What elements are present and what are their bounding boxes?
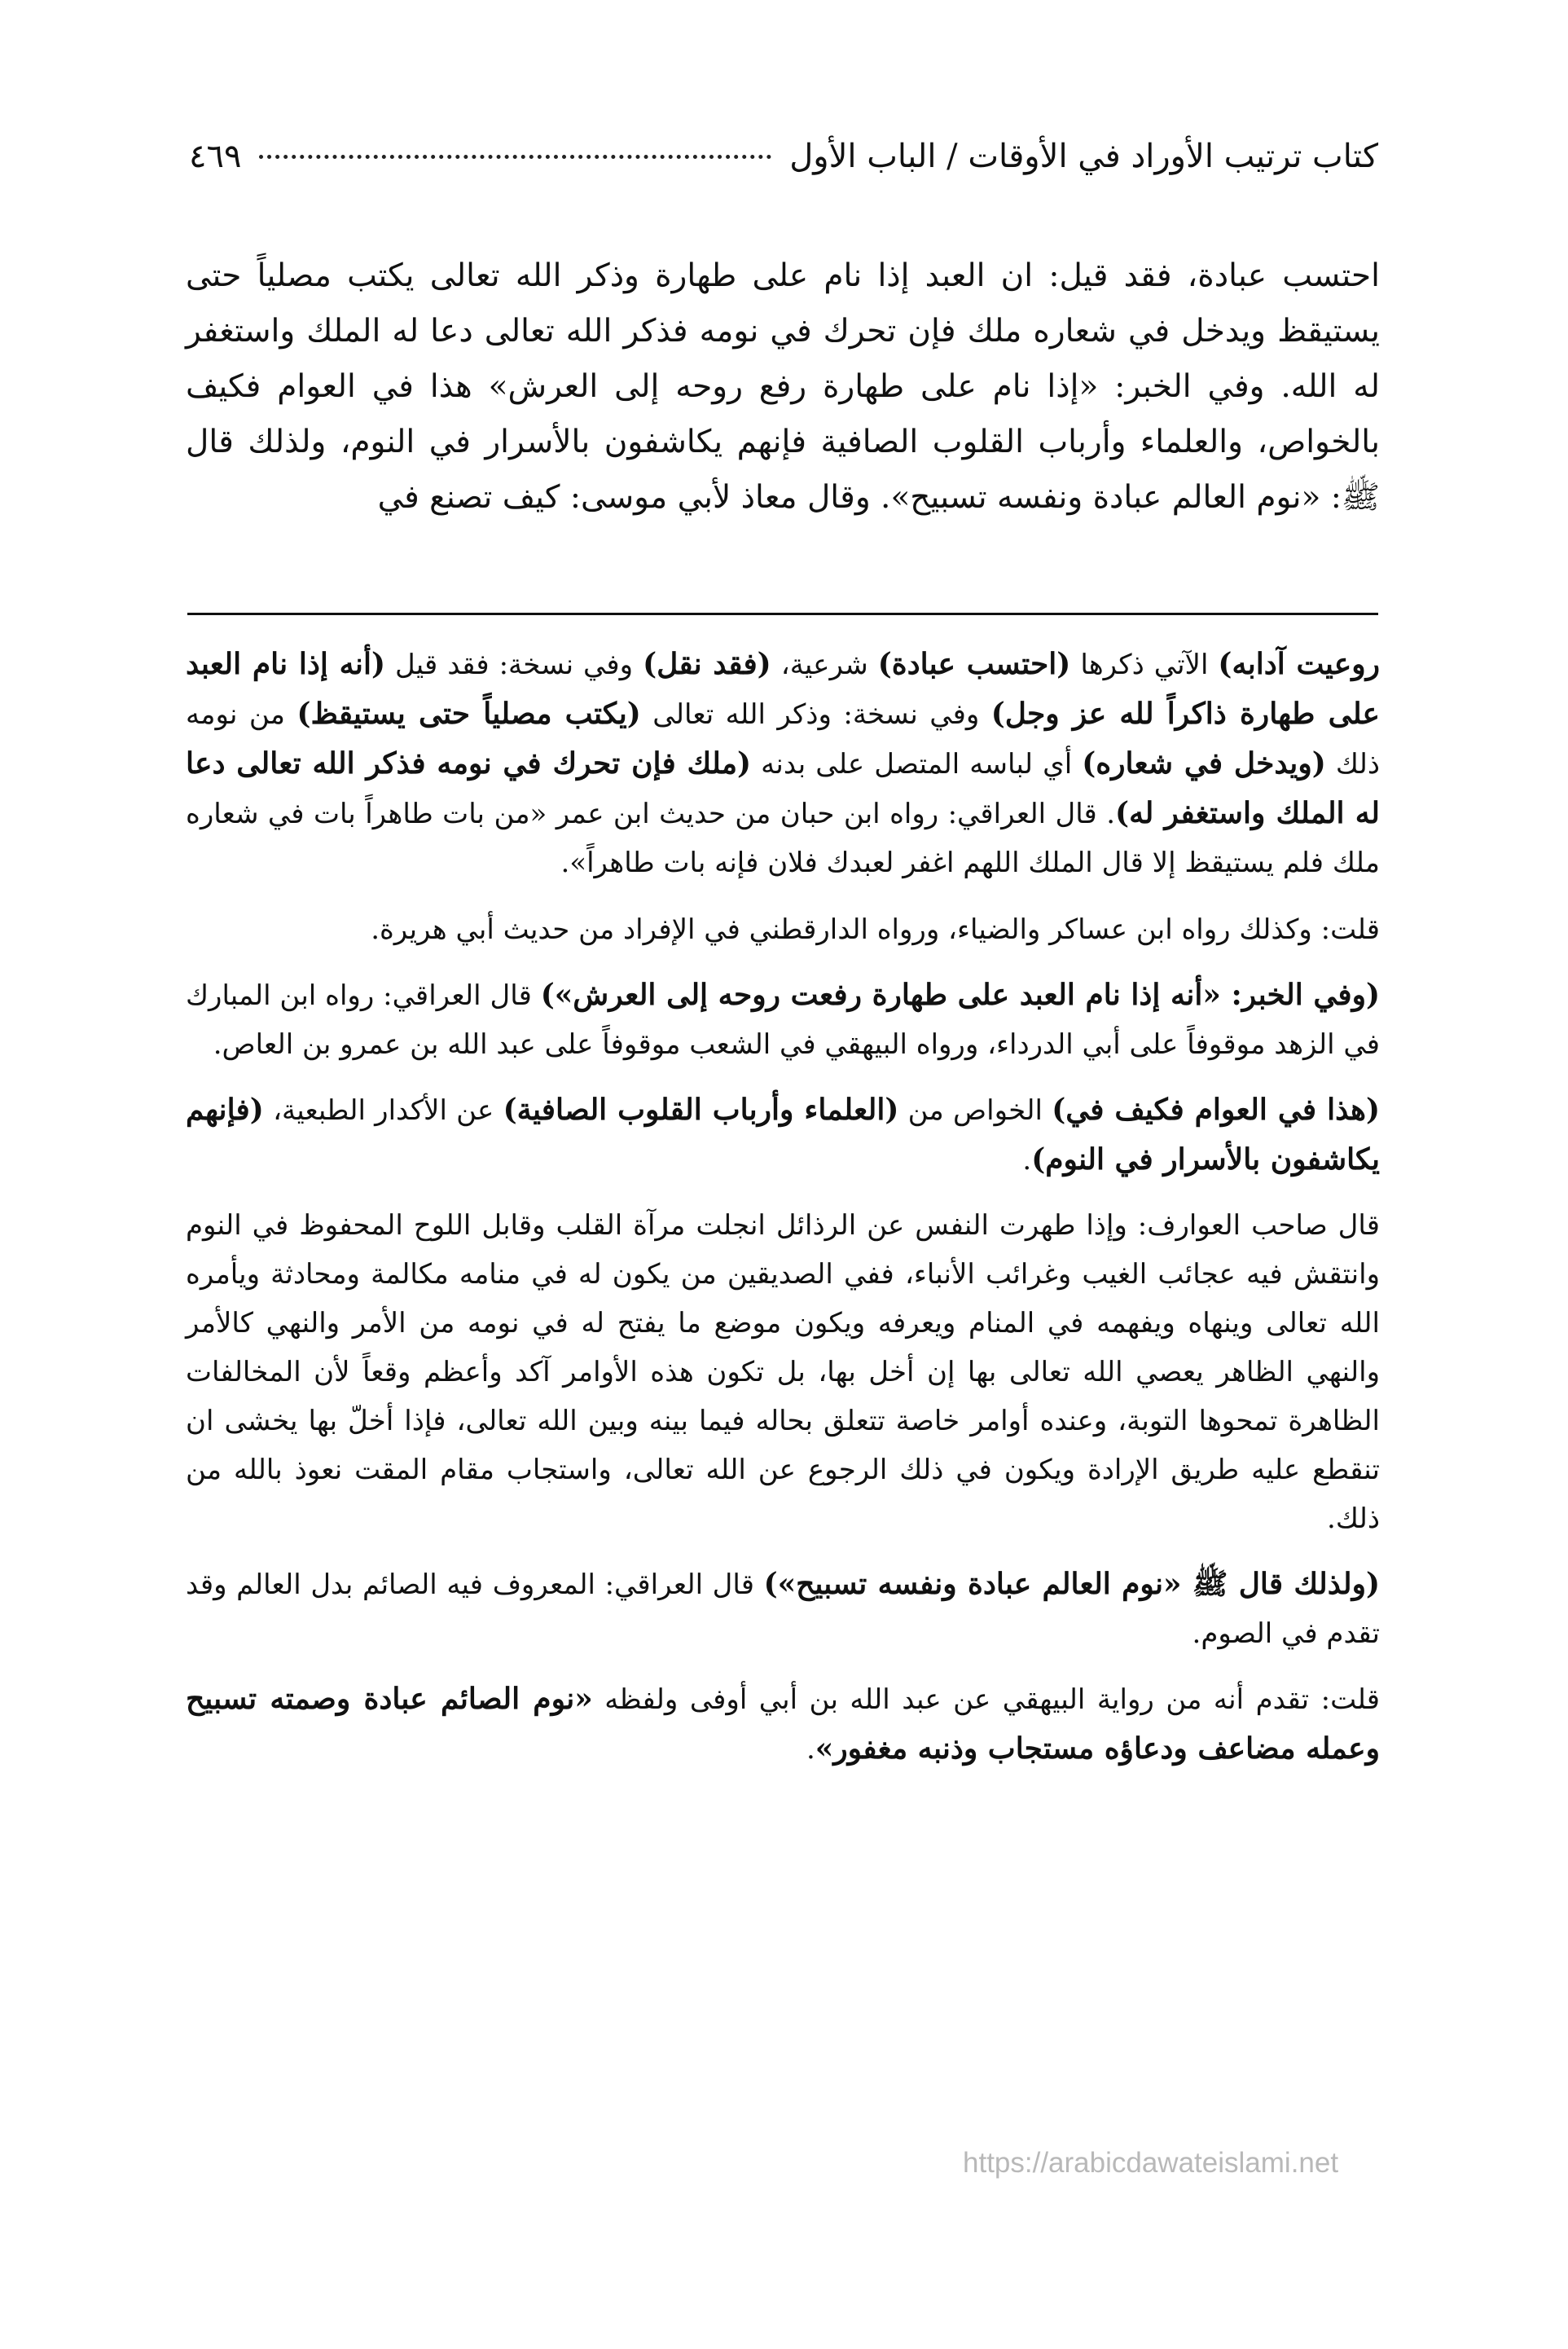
book-chapter-title: كتاب ترتيب الأوراد في الأوقات / الباب الأول: [789, 138, 1378, 175]
page-number: ٤٦٩: [189, 138, 242, 175]
commentary-text: الآتي ذكرها: [1070, 649, 1219, 681]
commentary-text: شرعية،: [771, 649, 878, 681]
bold-quote: «نوم الصائم عبادة وصمته تسبيح وعمله مضاعف ودعاؤه مستجاب وذنبه مغفور»: [186, 1682, 1380, 1766]
commentary-text: وفي نسخة: وذكر الله تعالى: [640, 698, 991, 731]
commentary-paragraph-7: [186, 1674, 1380, 1774]
commentary-text: أي لباسه المتصل على بدنه: [751, 748, 1083, 781]
footnote-divider: [187, 613, 1378, 615]
bold-quote: (يكتب مصلياً حتى يستيقظ): [296, 697, 641, 731]
bold-quote: (هذا في العوام فكيف في): [1052, 1093, 1380, 1127]
bold-quote: روعيت آدابه): [1218, 647, 1380, 681]
bold-quote: (وفي الخبر: «أنه إذا نام العبد على طهارة رفعت روحه إلى العرش»): [540, 978, 1380, 1012]
main-body-text: احتسب عبادة، فقد قيل: ان العبد إذا نام على طهارة وذكر الله تعالى يكتب مصلياً حتى يستيقظ ويدخل في شعاره ملك فإن تحرك في نومه فذكر الله تعالى دعا له الملك واستغفر له الله. وفي الخبر: «إذا نام على طهارة رفع روحه إلى العرش» هذا في العوام فكيف بالخواص، والعلماء وأرباب القلوب الصافية فإنهم يكاشفون بالأسرار في النوم، ولذلك قال ﷺ: «نوم العالم عبادة ونفسه تسبيح». وقال معاذ لأبي موسى: كيف تصنع في: [186, 257, 1380, 516]
commentary-paragraph-3: [186, 970, 1380, 1069]
commentary-section: [186, 640, 1380, 1790]
commentary-text: .: [806, 1733, 815, 1766]
source-watermark: https://arabicdawateislami.net: [963, 2147, 1339, 2179]
commentary-text: الخواص من: [898, 1094, 1052, 1127]
commentary-text: من نومه ذلك: [186, 698, 1380, 781]
commentary-paragraph-5: قال صاحب العوارف: وإذا طهرت النفس عن الرذائل انجلت مرآة القلب وقابل اللوح المحفوظ في النوم وانتقش فيه عجائب الغيب وغرائب الأنباء، ففي الصديقين من يكون له في منامه مكالمة ومحادثة ويأمره الله تعالى وينهاه ويفهمه في المنام ويعرفه ويكون موضع ما يفتح له في نومه من الأمر والنهي كالأمر والنهي الظاهر يعصي الله تعالى بها إن أخل بها، بل تكون هذه الأوامر آكد وأعظم وقعاً لأن المخالفات الظاهرة تمحوها التوبة، وعنده أوامر خاصة تتعلق بحاله فيما بينه وبين الله تعالى، فإذا أخلّ بها يخشى ان تنقطع عليه طريق الإرادة ويكون في ذلك الرجوع عن الله تعالى، واستجاب مقام المقت نعوذ بالله من ذلك.: [186, 1209, 1380, 1535]
commentary-text: قلت: تقدم أنه من رواية البيهقي عن عبد الله بن أبي أوفى ولفظه: [592, 1683, 1380, 1716]
leader-dots: [259, 155, 771, 159]
bold-quote: (ولذلك قال ﷺ «نوم العالم عبادة ونفسه تسبيح»): [763, 1567, 1381, 1601]
commentary-paragraph-2: قلت: وكذلك رواه ابن عساكر والضياء، ورواه الدارقطني في الإفراد من حديث أبي هريرة.: [371, 913, 1380, 946]
commentary-text: .: [1022, 1144, 1032, 1177]
commentary-text: . قال العراقي: رواه ابن حبان من حديث ابن عمر «من بات طاهراً بات في شعاره ملك فلم يستيقظ إلا قال الملك اللهم اغفر لعبدك فلان فإنه بات طاهراً».: [186, 798, 1380, 879]
commentary-text: عن الأكدار الطبعية،: [263, 1094, 503, 1127]
commentary-text: قال العراقي: رواه ابن المبارك في الزهد موقوفاً على أبي الدرداء، ورواه البيهقي في الشعب موقوفاً على عبد الله بن عمرو بن العاص.: [186, 979, 1380, 1061]
bold-quote: (ويدخل في شعاره): [1082, 746, 1326, 781]
bold-quote: (فقد نقل): [643, 647, 771, 681]
bold-quote: (فإنهم يكاشفون بالأسرار في النوم): [186, 1093, 1380, 1177]
bold-quote: (أنه إذا نام العبد على طهارة ذاكراً لله عز وجل): [186, 647, 1380, 731]
running-header: [189, 137, 1378, 176]
commentary-paragraph-1: [186, 640, 1380, 887]
commentary-text: وفي نسخة: فقد قيل: [385, 649, 643, 681]
commentary-paragraph-4: [186, 1085, 1380, 1185]
bold-quote: (العلماء وأرباب القلوب الصافية): [503, 1093, 899, 1127]
commentary-text: قال العراقي: المعروف فيه الصائم بدل العالم وقد تقدم في الصوم.: [186, 1568, 1380, 1650]
bold-quote: (احتسب عبادة): [877, 647, 1071, 681]
bold-quote: (ملك فإن تحرك في نومه فذكر الله تعالى دعا له الملك واستغفر له): [186, 746, 1380, 830]
commentary-paragraph-6: [186, 1559, 1380, 1658]
